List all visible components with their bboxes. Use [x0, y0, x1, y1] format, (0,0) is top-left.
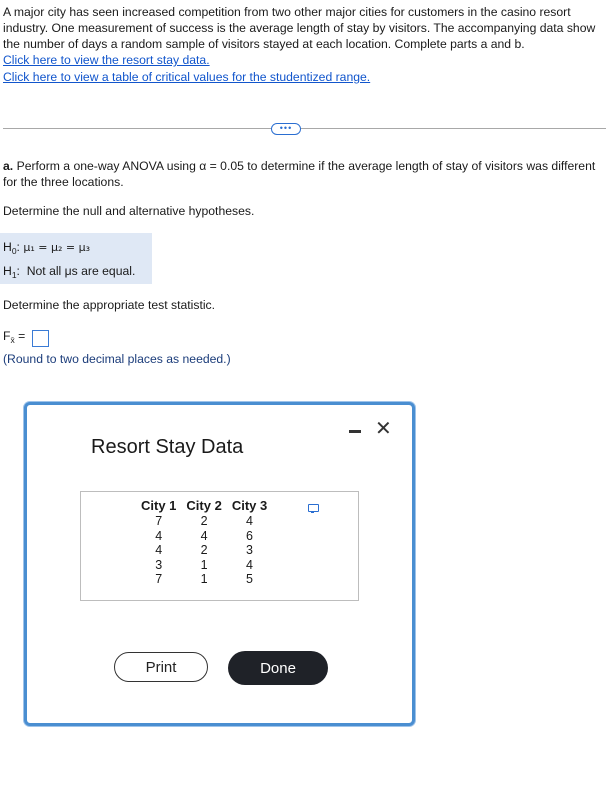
column-header: City 2: [186, 498, 222, 513]
table-cell: 4: [246, 514, 253, 528]
table-row: [136, 529, 272, 544]
column-header: City 1: [141, 498, 177, 513]
table-cell: 7: [155, 514, 163, 528]
table-cell: 4: [155, 528, 163, 543]
h1-symbol: H: [3, 264, 12, 278]
hypotheses-prompt: Determine the null and alternative hypotheses.: [3, 204, 255, 218]
data-table-frame: [80, 491, 359, 601]
minimize-icon[interactable]: [349, 430, 361, 433]
column-header: City 3: [231, 498, 268, 513]
alternative-hypothesis: $H_1$: Not all μs are equal.: [3, 264, 136, 280]
section-divider: [3, 128, 606, 129]
part-a-label: a.: [3, 159, 14, 173]
resort-data-link[interactable]: Click here to view the resort stay data.: [3, 53, 210, 67]
table-cell: 5: [246, 572, 253, 586]
f-symbol: F: [3, 329, 11, 343]
resort-stay-table: [136, 498, 272, 587]
f-subscript: x̄: [10, 335, 15, 345]
done-button[interactable]: Done: [228, 651, 328, 685]
table-row: [136, 543, 272, 558]
part-a-text: Perform a one-way ANOVA using α = 0.05 to determine if the average length of stay of visitors was different for the three locations.: [3, 159, 596, 189]
h1-subscript: 1: [11, 270, 17, 280]
table-row: [136, 572, 272, 587]
h1-statement: Not all μs are equal.: [26, 264, 136, 278]
h0-subscript: 0: [11, 246, 17, 256]
table-cell: 4: [246, 557, 253, 572]
test-statistic-prompt: Determine the appropriate test statistic.: [3, 298, 216, 312]
table-cell: 3: [155, 557, 163, 572]
table-cell: 1: [200, 572, 208, 586]
table-cell: 1: [200, 557, 208, 572]
table-cell: 2: [200, 514, 208, 528]
rounding-note: (Round to two decimal places as needed.): [3, 352, 231, 366]
dialog-title: Resort Stay Data: [91, 436, 244, 458]
table-cell: 4: [200, 528, 208, 543]
table-cell: 6: [246, 528, 253, 543]
copy-icon[interactable]: [308, 504, 319, 512]
expand-button[interactable]: •••: [271, 123, 301, 135]
null-hypothesis: $H_0$: μ₁ = μ₂ = μ₃: [3, 240, 90, 256]
test-statistic-row: $F_{x̄}$ =: [3, 329, 26, 345]
intro-text: A major city has seen increased competition from two other major cities for customers in the casino resort industry. One measurement of success is the average length of stay by visitors. The accompanying data show the number of days a random sample of visitors stayed at each location. Complete parts a and b.: [3, 5, 596, 51]
h0-symbol: H: [3, 240, 12, 254]
h0-equation: μ₁ = μ₂ = μ₃: [23, 241, 90, 254]
table-cell: 7: [155, 572, 163, 586]
test-statistic-input[interactable]: [32, 330, 49, 347]
part-a-question: [3, 158, 601, 190]
table-cell: 4: [155, 543, 163, 557]
close-icon[interactable]: ✕: [375, 418, 392, 440]
table-row: [136, 558, 272, 573]
resort-data-dialog: [24, 402, 415, 726]
critical-values-link[interactable]: Click here to view a table of critical values for the studentized range.: [3, 70, 371, 84]
table-row: [136, 514, 272, 529]
print-button[interactable]: Print: [114, 652, 208, 682]
table-header-row: [136, 498, 272, 514]
problem-intro: [3, 4, 601, 86]
table-cell: 3: [246, 543, 253, 557]
table-cell: 2: [200, 543, 208, 557]
